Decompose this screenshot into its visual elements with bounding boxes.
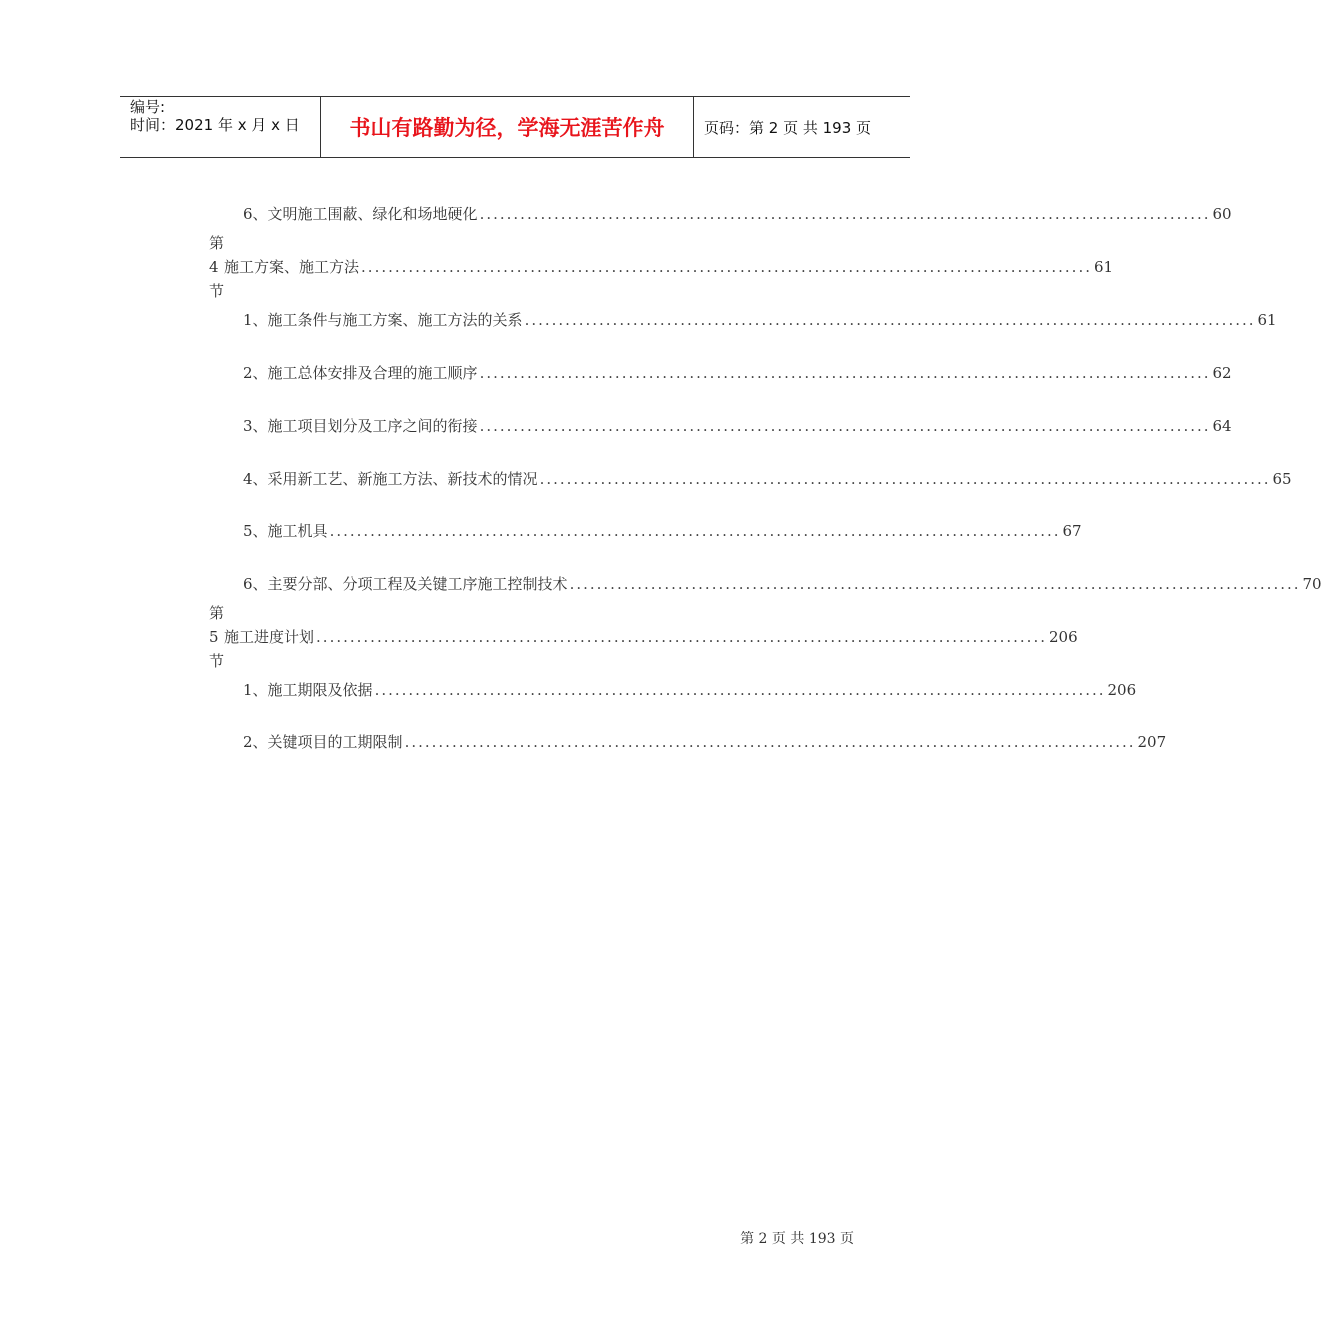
page-header (120, 96, 910, 158)
toc-entry-number: 1、 (243, 681, 268, 699)
toc-leader-dots: ............................................................................................................ (479, 417, 1211, 435)
toc-leader-dots: ............................................................................................................ (329, 522, 1061, 540)
toc-entry-number: 2、 (243, 364, 268, 382)
document-number-label: 编号: (130, 98, 166, 116)
header-page-cell (694, 97, 910, 157)
document-time-label: 时间：2021 年 x 月 x 日 (130, 116, 300, 134)
toc-entry[interactable] (0, 202, 1232, 226)
toc-leader-dots: ............................................................................................................ (404, 733, 1136, 751)
toc-entry-title: 施工项目划分及工序之间的衔接 (267, 417, 478, 435)
toc-entry-number: 第 4 节 (209, 234, 225, 300)
toc-entry-title: 施工机具 (267, 522, 328, 540)
toc-entry-title: 采用新工艺、新施工方法、新技术的情况 (267, 470, 538, 488)
toc-entry-title: 文明施工围蔽、绿化和场地硬化 (267, 205, 478, 223)
page-footer: 第 2 页 共 193 页 (740, 1231, 854, 1247)
toc-entry-title: 关键项目的工期限制 (267, 733, 403, 751)
toc-entry-page: 206 (1107, 681, 1137, 699)
header-left-cell (120, 97, 321, 157)
toc-entry-title: 施工总体安排及合理的施工顺序 (267, 364, 478, 382)
toc-entry[interactable] (0, 604, 1078, 670)
toc-entry-number: 6、 (243, 575, 268, 593)
toc-entry-page: 64 (1212, 417, 1232, 435)
toc-entry-title: 施工期限及依据 (267, 681, 373, 699)
toc-leader-dots: ............................................................................................................ (316, 628, 1047, 646)
toc-leader-dots: ............................................................................................................ (479, 205, 1211, 223)
toc-leader-dots: ............................................................................................................ (569, 575, 1301, 593)
toc-entry[interactable] (0, 467, 1292, 491)
toc-entry-page: 67 (1062, 522, 1082, 540)
toc-entry-number: 3、 (243, 417, 268, 435)
toc-entry-number: 第 5 节 (209, 604, 225, 670)
toc-entry-title: 主要分部、分项工程及关键工序施工控制技术 (267, 575, 568, 593)
toc-entry[interactable] (0, 572, 1322, 596)
toc-entry[interactable] (0, 361, 1232, 385)
toc-entry-number: 1、 (243, 311, 268, 329)
toc-entry-number: 6、 (243, 205, 268, 223)
header-page-info: 页码：第 2 页 共 193 页 (704, 118, 872, 137)
toc-entry[interactable] (0, 678, 1137, 702)
toc-entry-page: 61 (1093, 258, 1114, 276)
toc-entry-page: 207 (1137, 733, 1167, 751)
toc-leader-dots: ............................................................................................................ (374, 681, 1106, 699)
toc-entry-page: 206 (1048, 628, 1078, 646)
toc-entry[interactable] (0, 730, 1167, 754)
toc-leader-dots: ............................................................................................................ (479, 364, 1211, 382)
header-motto: 书山有路勤为径，学海无涯苦作舟 (349, 116, 665, 140)
header-motto-cell (321, 97, 694, 157)
toc-entry[interactable] (0, 519, 1082, 543)
toc-entry-page: 70 (1302, 575, 1322, 593)
toc-entry-page: 61 (1257, 311, 1277, 329)
toc-entry-number: 4、 (243, 470, 268, 488)
toc-entry-page: 62 (1212, 364, 1232, 382)
toc-entry-title: 施工进度计划 (224, 628, 315, 646)
toc-entry-number: 5、 (243, 522, 268, 540)
toc-entry-page: 60 (1212, 205, 1232, 223)
toc-entry-page: 65 (1272, 470, 1292, 488)
toc-entry-title: 施工方案、施工方法 (224, 258, 360, 276)
toc-entry[interactable] (0, 414, 1232, 438)
toc-leader-dots: ............................................................................................................ (361, 258, 1092, 276)
toc-entry-title: 施工条件与施工方案、施工方法的关系 (267, 311, 523, 329)
toc-entry[interactable] (0, 234, 1114, 300)
toc-entry[interactable] (0, 308, 1277, 332)
toc-entry-number: 2、 (243, 733, 268, 751)
toc-leader-dots: ............................................................................................................ (539, 470, 1271, 488)
toc-leader-dots: ............................................................................................................ (524, 311, 1256, 329)
